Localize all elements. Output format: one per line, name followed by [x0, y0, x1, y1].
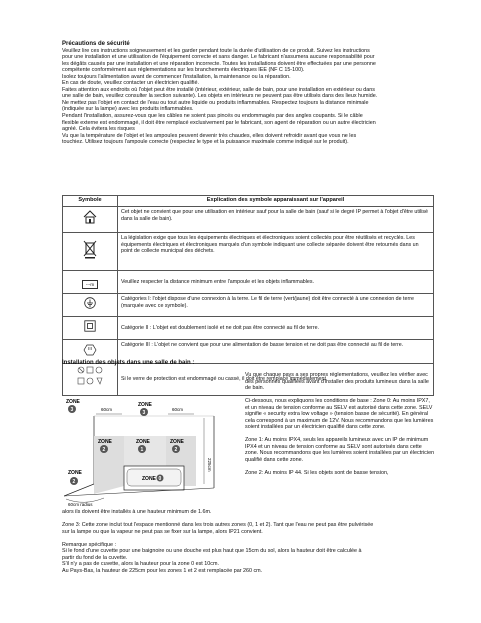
safety-title: Précautions de sécurité	[62, 41, 130, 47]
earth-ground-icon	[84, 296, 96, 314]
after-line: Si le fond d'une cuvette pour une baignoire ou une douche est plus haut que 15cm du sol, alors la hauteur doit être calculée à	[62, 548, 362, 555]
safety-line: Vu que la température de l'objet et les ampoules peuvent devenir très chaudes, elles doivent refroidir avant que vous ne les	[62, 132, 357, 139]
safety-line: touchiez. Utilisez toujours l'ampoule correcte (respectez le type et la puissance maximale comme indiqué sur le produit).	[62, 139, 349, 146]
table-row	[63, 271, 434, 294]
symbol-cell	[63, 317, 118, 340]
svg-text:2: 2	[102, 447, 106, 453]
safety-line: une salle de bain, veuillez consulter la section suivante). Les objets en intérieurs ne peuvent pas être utilisés dans des lieux humide.	[62, 93, 378, 100]
dim-radius: 60cm radius	[68, 502, 93, 507]
double-square-icon	[84, 319, 96, 337]
zone3-top-label: ZONE	[138, 402, 152, 408]
zone2-bottom-label: ZONE	[68, 470, 82, 476]
after-line: S'il n'y a pas de cuvette, alors la hauteur pour la zone 0 est 10cm.	[62, 561, 219, 568]
class-three-text: III	[88, 346, 92, 351]
after-line: Remarque spécifique :	[62, 541, 116, 548]
zone2-left-label: ZONE	[98, 439, 112, 445]
col-explanation-header: Explication des symbole apparaissant sur l'appareil	[118, 196, 434, 207]
table-header-row	[63, 196, 434, 207]
svg-text:3: 3	[142, 410, 146, 416]
safety-line: pour une installation et une utilisation de l'équipement correcte et sans danger. Le fabricant n'assumera aucune responsabilité pour	[62, 54, 375, 61]
zone0-label: ZONE	[142, 476, 156, 482]
after-line: sur la lampe ou que la vapeur ne peut pas se fixer sur la lampe, alors IP21 convient.	[62, 528, 263, 535]
class-three-icon	[83, 344, 97, 356]
zone1-label: ZONE	[136, 439, 150, 445]
zone1-badge	[138, 445, 146, 453]
zone2-right-badge	[172, 445, 180, 453]
broken-glass-icon	[76, 366, 104, 393]
bathroom-paragraph: Zone 2: Au moins IP 44. Si les objets sont de basse tension,	[245, 470, 389, 477]
symbol-description: Catégorie II : L'objet est doublement isolé et ne doit pas être connecté au fil de terre.	[118, 317, 434, 340]
bathroom-after-text	[62, 509, 437, 574]
table-row	[63, 294, 434, 317]
safety-line: agréé. Cela évitera les risques	[62, 126, 135, 133]
min-distance-icon	[82, 280, 98, 289]
crossed-bin-icon	[82, 239, 98, 264]
safety-line: compétente conformément aux réglementations sur les branchements électriques IEE (NF C 15-100).	[62, 67, 305, 74]
safety-line: En cas de doute, veuillez contacter un électricien qualifié.	[62, 80, 199, 87]
bathroom-paragraph: Vu que chaque pays a ses propres réglementations, veuillez les vérifier avec des personnes qualifiées avant d'installer des produits lumineux dans la salle de bain.	[245, 372, 429, 392]
table-row	[63, 317, 434, 340]
symbol-description: La législation exige que tous les équipements électriques et électroniques soient collectés pour être réutilisés et recyclés. Les équipements électriques et électroniques marqués d'un symbole indiquant une collecte séparée doivent être retournés dans un point de collecte municipal des déchets.	[118, 233, 434, 271]
dim-225cm: 225cm	[207, 458, 212, 472]
safety-line: Isolez toujours l'alimentation avant de commencer l'installation, la maintenance ou la réparation.	[62, 73, 291, 80]
table-row	[63, 233, 434, 271]
col-symbol-header: Symbole	[63, 196, 118, 207]
symbol-cell	[63, 294, 118, 317]
symbol-description: Catégorie III : L'objet ne convient que pour une alimentation de basse tension et ne doit pas être connecté au fil de terre.	[118, 340, 434, 364]
safety-line: Ne mettez pas l'objet en contact de l'eau ou tout autre liquide ou produits inflammables. Respectez toujours la distance minimale	[62, 99, 369, 106]
safety-line: les dégâts causés par une installation et une réparation incorrecte. Toutes les installations doivent être effectuées par une personne	[62, 60, 376, 67]
symbol-description: Veuillez respecter la distance minimum entre l'ampoule et les objets inflammables.	[118, 271, 434, 294]
symbol-description: Catégories I: l'objet dispose d'une connexion à la terre. Le fil de terre (vert/jaune) doit être connecté à une connexion de terre (marquée avec ce symbole).	[118, 294, 434, 317]
symbol-cell	[63, 271, 118, 294]
bathroom-zone-diagram	[64, 396, 220, 508]
bathroom-title: Installation des objets dans une salle de bain :	[62, 360, 195, 366]
after-line: alors ils doivent être installés à une hauteur minimum de 1.6m.	[62, 509, 212, 515]
zone2-left-badge	[100, 445, 108, 453]
table-row	[63, 207, 434, 233]
after-line: Au Pays-Bas, la hauteur de 225cm pour les zones 1 et 2 est remplacée par 260 cm.	[62, 567, 263, 574]
zone3-left-label: ZONE	[66, 399, 80, 405]
symbol-description: Si le verre de protection est endommagé ou cassé, il doit être remplacé immédiatement.	[118, 364, 434, 396]
min-distance-text: ---m	[85, 282, 95, 287]
svg-text:3: 3	[70, 407, 74, 413]
bathroom-right-text	[245, 372, 435, 483]
after-line: Zone 3: Cette zone inclut tout l'espace mentionné dans les trois autres zones (0, 1 et 2). Tant que l'eau ne peut pas être pulvérisée	[62, 522, 374, 529]
svg-text:2: 2	[72, 479, 76, 485]
safety-line: Veuillez lire ces instructions soigneusement et les garder pendant toute la durée d'utilisation de ce produit. Suivez les instructions	[62, 47, 370, 54]
svg-text:2: 2	[174, 447, 178, 453]
safety-line: Pendant l'installation, assurez-vous que les câbles ne soient pas pincés ou endommagés par des angles coupants. Si le câble	[62, 113, 363, 120]
after-line: partir du fond de la cuvette.	[62, 554, 128, 561]
symbol-cell	[63, 207, 118, 233]
dim-60cm-left: 60cm	[101, 407, 113, 412]
svg-text:1: 1	[140, 447, 144, 453]
bathroom-paragraph: Zone 1: Au moins IPX4, seuls les appareils lumineux avec un IP de minimum IPX4 et un niveau de tension conforme au SELV sont autorisés dans cette zone. Nous recommandons que les lumières soient installées par un électricien qualifié dans cette zone.	[245, 437, 435, 464]
zone3-top-badge	[140, 408, 148, 416]
safety-line: Faites attention aux endroits où l'objet peut être installé (intérieur, extérieur, salle de bain, pour une installation en extérieur ou dans	[62, 86, 375, 93]
svg-text:0: 0	[158, 476, 162, 482]
symbol-cell	[63, 233, 118, 271]
zone2-bottom-badge	[70, 477, 78, 485]
safety-line: (indiquée sur la lampe) avec les produits inflammables.	[62, 106, 194, 113]
bathroom-paragraph: Ci-dessous, nous expliquons les conditions de base : Zone 0: Au moins IPX7, et un niveau de tension conforme au SELV est autorisé dans cette zone. SELV signifie « security extra low voltage » (tension basse de sécurité). En général cela correspond à un maximum de 12V. Nous recommandons que les lumières soient installées par un électricien qualifié dans cette zone.	[245, 398, 434, 431]
house-indoor-icon	[82, 209, 98, 230]
safety-section	[62, 41, 437, 146]
symbol-description: Cet objet ne convient que pour une utilisation en intérieur sauf pour la salle de bain (sauf si le degré IP permet à l'objet d'être utilisé dans la salle de bain).	[118, 207, 434, 233]
symbol-cell	[63, 364, 118, 396]
zone2-right-label: ZONE	[170, 439, 184, 445]
safety-line: flexible externe est endommagé, il doit être remplacé exclusivement par le fabricant, son agent de réparation ou un autre électricien	[62, 119, 376, 126]
zone3-left-badge	[68, 405, 76, 413]
dim-60cm-right: 60cm	[172, 407, 184, 412]
